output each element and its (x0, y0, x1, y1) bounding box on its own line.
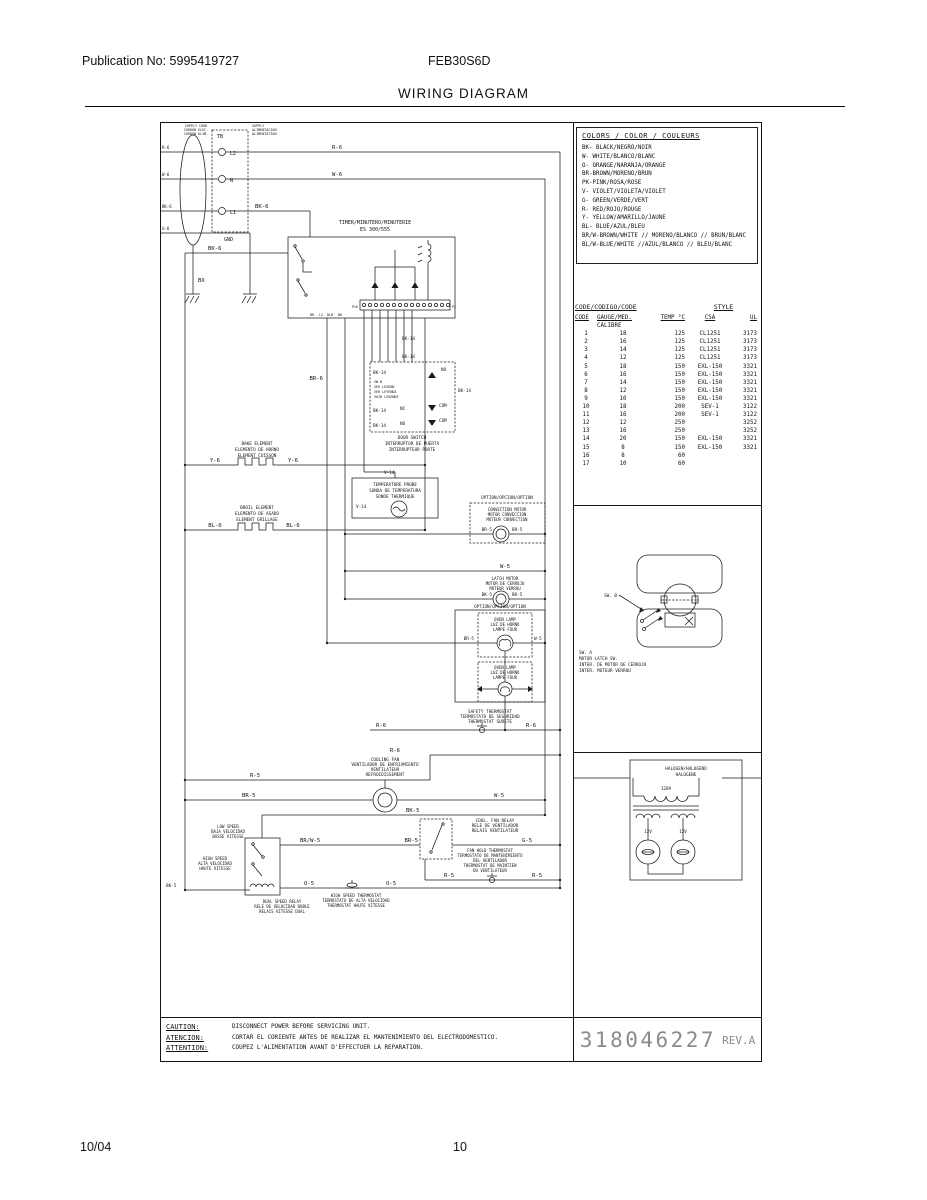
timer-connector-strip (360, 300, 450, 310)
timer-terminal: DLB (327, 313, 334, 317)
edge-wire-label: R-6 (162, 145, 170, 150)
revision: REV.A (722, 1033, 756, 1047)
high-speed-thermostat (280, 880, 560, 908)
wire-label: Y-6 (287, 458, 299, 464)
footer-page-number: 10 (453, 1140, 467, 1154)
lamp-caption: OVEN LAMP (494, 617, 516, 622)
wire-label: V-14 (384, 471, 395, 476)
lamp-voltage: 12V (679, 830, 687, 835)
fan-caption: VENTILADOR DE ENFRIAMIENTO (351, 763, 419, 768)
timer-title: TIMER/MINUTERO/MINUTERIE (338, 220, 412, 226)
caution-label: ATTENTION: (166, 1044, 209, 1052)
lamp-caption: LUZ DE HORNO (490, 670, 520, 675)
wire-label: BL-6 (208, 523, 222, 529)
door-note: SEE LEGEND (374, 385, 395, 389)
high-speed-label: HAUTE VITESSE (199, 866, 231, 871)
wire-label: BK-14 (402, 337, 415, 342)
hst-caption: HIGH SPEED THERMOSTAT (330, 893, 382, 898)
header-rule (85, 106, 845, 107)
wire-label: BK-14 (373, 409, 386, 414)
cord-note-line: SUPPLY CORD (184, 124, 208, 128)
wire-label: R-6 (526, 723, 537, 729)
publication-number: Publication No: 5995419727 (82, 54, 240, 68)
caution-text: COUPEZ L'ALIMENTATION AVANT D'EFFECTUER LA REPARATION. (232, 1045, 424, 1051)
latch-caption: INTER. DE MOTOR DE CERROJO (579, 663, 647, 668)
wire-label: BK-5 (512, 593, 523, 598)
wire-label: Y-6 (209, 458, 221, 464)
sw-b-label: SW. B (604, 594, 617, 599)
safety-thermostat (370, 709, 560, 733)
bake-caption: BAKE ELEMENT (241, 442, 273, 447)
wire-label: W-5 (494, 793, 505, 799)
option-label: OPTION/OPCION/OPTION (481, 496, 533, 501)
broil-caption: ELEMENTO DE ASADO (235, 512, 279, 517)
fan-hold-caption: FAN HOLD THERMOSTAT (467, 848, 513, 853)
latch-cam-upper (637, 555, 722, 593)
probe-caption: SONDA DE TEMPERATURA (369, 489, 421, 494)
colors-legend-title: COLORS / COLOR / COULEURS (582, 132, 700, 140)
legend-entry: BK- BLACK/NEGRO/NOIR (582, 145, 652, 151)
wire-label: R-6 (376, 723, 387, 729)
option-label: OPTION/OPCION/OPTION (474, 605, 526, 610)
supply-note-line: ALIMENTATION (252, 132, 277, 136)
low-speed-label: BASSE VITESSE (212, 834, 244, 839)
halogen-title: HALOGEN/HALOGENO (665, 767, 707, 772)
primary-voltage: 120V (660, 787, 672, 792)
wire-label: R-6 (332, 145, 343, 151)
legend-entry: BR-BROWN/MORENO/BRUN (582, 171, 652, 178)
door-switch (370, 336, 471, 453)
wire-code-table (575, 303, 762, 468)
bake-caption: ELEMENTO DE HORNO (235, 448, 279, 453)
wire-label: W-5 (499, 564, 511, 570)
col-header: GAUGE/MED. (597, 315, 632, 321)
legend-entry: PK-PINK/ROSA/ROSE (582, 180, 642, 187)
hst-caption: THERMOSTAT HAUTE VITESSE (327, 903, 385, 908)
terminal-label: NC (400, 407, 406, 412)
l1-label: L1 (230, 210, 237, 216)
cord-note-line: CORDON ELEC. (183, 128, 209, 132)
legend-entry: BL/W-BLUE/WHITE //AZUL/BLANCO // BLEU/BLANC (582, 241, 733, 248)
supply-cord-terminal-block (160, 124, 560, 303)
legend-entry: W- WHITE/BLANCO/BLANC (582, 153, 656, 160)
legend-entry: BR/W-BROWN/WHITE // MORENO/BLANCO // BRUN/BLANC (582, 232, 747, 239)
cord-note-line: CORDON ALIM. (183, 132, 209, 136)
wire-label: BR-6 (309, 376, 323, 382)
door-caption: INTERRUPTEUR PORTE (388, 448, 436, 453)
fan-caption: REFROIDISSEMENT (365, 773, 405, 778)
col-header: CODE (575, 315, 589, 321)
legend-entry: V- VIOLET/VIOLETA/VIOLET (582, 188, 666, 195)
latch-cam-lower (637, 609, 722, 647)
earth-ground-icon (185, 294, 200, 303)
latch-motor (345, 576, 545, 607)
dual-relay-caption: RELE DE VELOCIDAD DOBLE (254, 904, 310, 909)
wire-label: BR-5 (463, 637, 474, 642)
halogen-title: HALOGENE (675, 773, 697, 778)
legend-entry: Y- YELLOW/AMARILLO/JAUNE (582, 215, 666, 222)
terminal-label: COM (439, 419, 447, 424)
wire-label: BK-14 (373, 371, 386, 376)
low-speed-label: BAJA VELOCIDAD (211, 829, 245, 834)
terminal-label: NO (400, 422, 406, 427)
latch-motor-caption: MOTOR DE CERROJO (485, 581, 525, 586)
caution-label: CAUTION: (166, 1023, 200, 1031)
code-table-style: STYLE (713, 303, 734, 311)
latch-caption: SW. A (579, 651, 592, 656)
terminal-label: COM (439, 404, 447, 409)
bx-label: BX (198, 278, 205, 284)
fan-caption: VENTILATEUR (370, 768, 400, 773)
wire-label: BK-6 (208, 246, 222, 252)
lamp-caption: OVEN LAMP (494, 665, 516, 670)
wire-label: BK-14 (402, 355, 415, 360)
supply-note-line: SUPPLY (252, 124, 265, 128)
latch-motor-caption: LATCH MOTOR (491, 576, 519, 581)
wire-label: R-5 (444, 873, 455, 879)
earth-ground-icon (242, 294, 257, 303)
halogen-illustration (573, 752, 762, 1017)
wire-label: R-5 (532, 873, 543, 879)
supply-note-line: ALIMENTACION (252, 128, 277, 132)
bake-caption: ELEMENT CUISSON (237, 454, 277, 459)
fan-motor-icon (373, 788, 397, 812)
footer-date: 10/04 (80, 1140, 112, 1154)
wire-label: BK-5 (166, 884, 177, 889)
model-number: FEB30S6D (428, 54, 491, 68)
dual-relay-caption: DUAL SPEED RELAY (262, 899, 302, 904)
door-caption: INTERRUPTOR DE PUERTA (384, 442, 440, 447)
wire-label: BR-5 (512, 528, 523, 533)
convection-caption: MOTEUR CONVECTION (486, 517, 528, 522)
fan-relay-caption: RELE DE VENTILADOR (471, 824, 519, 829)
caution-label: ATENCION: (166, 1033, 204, 1042)
wire-label: BK-14 (458, 389, 471, 394)
convection-motor-option (345, 495, 545, 543)
caution-text: CORTAR EL CORIENTE ANTES DE REALIZAR EL MANTENIMIENTO DEL ELECTRODOMESTICO. (232, 1034, 498, 1041)
thermostat-icon (347, 883, 357, 887)
lamp-caption: LUZ DE HORNO (490, 622, 520, 627)
tb-label: TB (217, 134, 224, 140)
wire-label: G-5 (522, 838, 533, 844)
wire-label: BK-5 (481, 593, 492, 598)
fan-relay-caption: COOL. FAN RELAY (475, 819, 515, 824)
gnd-label: GND (224, 237, 234, 243)
dual-speed-relay (166, 815, 310, 914)
broil-element (185, 505, 425, 530)
oven-lamps-option (327, 604, 545, 730)
legend-entry: R- RED/ROJO/ROUGE (582, 206, 642, 213)
wire-label: O-5 (304, 881, 315, 887)
main-wiring-diagram (160, 122, 573, 1017)
door-note: VOIR LEGENDE (374, 395, 399, 399)
probe-caption: TEMPERATURE PROBE (373, 483, 417, 488)
timer-terminal: BK (338, 313, 343, 317)
safety-caption: SAFETY THERMOSTAT (468, 710, 512, 715)
probe-caption: SONDE THERMIQUE (375, 495, 415, 500)
latch-caption: MOTOR LATCH SW. (579, 657, 618, 662)
timer-terminal: L2 (319, 313, 324, 317)
lamp-voltage: 12V (644, 830, 652, 835)
door-caption: DOOR SWITCH (397, 436, 427, 441)
wire-label: BK-6 (255, 204, 269, 210)
fan-hold-caption: DEL VENTILADOR (473, 858, 507, 863)
motor-latch-illustration (573, 505, 762, 752)
legend-entry: BL- BLUE/AZUL/BLEU (582, 224, 645, 231)
edge-wire-label: W-6 (162, 172, 170, 177)
wire-label: BL-6 (286, 523, 300, 529)
broil-caption: ELEMENT GRILLAGE (236, 518, 278, 523)
l2-label: L2 (230, 151, 237, 157)
wire-label: BR-5 (404, 838, 418, 844)
power-cord (180, 135, 206, 245)
lamp-caption: LAMPE FOUR (492, 675, 518, 680)
wire-label: R-6 (389, 748, 401, 754)
legend-entry: G- GREEN/VERDE/VERT (582, 197, 649, 204)
convection-caption: CONVECTION MOTOR (487, 507, 527, 512)
wire-label: R-5 (250, 773, 261, 779)
wire-label: BK-14 (373, 424, 386, 429)
fan-caption: COOLING FAN (370, 758, 400, 763)
timer-terminal: BR (310, 313, 315, 317)
wire-label: W-6 (332, 172, 343, 178)
fan-hold-thermostat (425, 848, 560, 883)
safety-caption: TERMOSTATO DE SEGURIDAD (460, 715, 520, 720)
code-table-grid: CODE GAUGE/MED. TEMP °C CSA UL CALIBRE 1 18 125 CL1251 3173 2 16 125 CL1251 3173 3 14 125 CL1251 3173 4 12 125 CL1251 3173 5 18 150 EXL-150 3321 6 16 150 EXL-150 3321 7 14 150 EXL-150 3321 8 12 150 EXL-150 3321 9 10 150 EXL-150 3321 10 18 200 SEV-1 3122 11 16 200 SEV-1 3122 12 12 250 3252 13 16 250 3252 14 20 150 EXL-150 3321 15 8 150 EXL-150 3321 16 8 60 17 10 60 (575, 315, 757, 467)
wire-label: BR-5 (242, 793, 256, 799)
wire-label: BR/W-5 (300, 838, 321, 844)
col-header: TEMP °C (660, 315, 685, 321)
terminal-label: NO (441, 368, 447, 373)
hst-caption: TERMOSTATO DE ALTA VELOCIDAD (322, 898, 390, 903)
door-note: VER LEYENDA (374, 390, 397, 394)
caution-text: DISCONNECT POWER BEFORE SERVICING UNIT. (232, 1024, 371, 1030)
door-note: SW.B (374, 380, 383, 384)
part-number: 318046227 (579, 1028, 717, 1052)
col-subheader: CALIBRE (597, 323, 622, 330)
motor-icon (493, 526, 509, 542)
wire-label: O-5 (386, 881, 397, 887)
high-speed-label: HIGH SPEED (202, 856, 228, 861)
fan-hold-caption: TERMOSTATO DE MANTENIMIENTO (457, 853, 523, 858)
pin-label: P16 (351, 305, 358, 309)
caution-block (160, 1017, 573, 1062)
wire-label: BK-5 (406, 808, 420, 814)
cooling-fan (185, 748, 560, 815)
col-header: UL (750, 315, 757, 321)
legend-entry: O- ORANGE/NARANJA/ORANGE (582, 162, 666, 169)
convection-caption: MOTOR CONVECCION (487, 512, 527, 517)
latch-motor-caption: MOTEUR VERROU (489, 586, 521, 591)
code-table-title: CODE/CODIGO/CODE (575, 303, 637, 311)
wire-label: V-14 (356, 505, 367, 510)
high-speed-label: ALTA VELOCIDAD (198, 861, 232, 866)
pin-label: P1 (452, 305, 457, 309)
lamp-caption: LAMPE FOUR (492, 627, 518, 632)
broil-caption: BROIL ELEMENT (240, 506, 274, 511)
colors-legend (576, 127, 758, 264)
wire-label: W-5 (534, 637, 542, 642)
fan-relay-caption: RELAIS VENTILATEUR (471, 829, 519, 834)
low-speed-label: LOW SPEED (217, 824, 239, 829)
fan-hold-caption: DU VENTILATEUR (473, 868, 507, 873)
page-title: WIRING DIAGRAM (398, 86, 529, 101)
timer-subtitle: ES 300/555 (359, 227, 391, 233)
lamp-icon (498, 682, 512, 696)
part-number-stamp (573, 1017, 762, 1062)
col-header: CSA (704, 315, 716, 321)
wire-label: BR-5 (481, 528, 492, 533)
edge-wire-label: BK-6 (162, 204, 172, 209)
fan-hold-caption: THERMOSTAT DE MAINTIEN (463, 863, 517, 868)
safety-caption: THERMOSTAT SURETE (468, 720, 512, 725)
latch-caption: INTER. MOTEUR VERROU (579, 669, 631, 674)
dual-relay-caption: RELAIS VITESSE DUAL (259, 909, 305, 914)
n-label: N (230, 178, 234, 184)
edge-wire-label: G-6 (162, 226, 170, 231)
